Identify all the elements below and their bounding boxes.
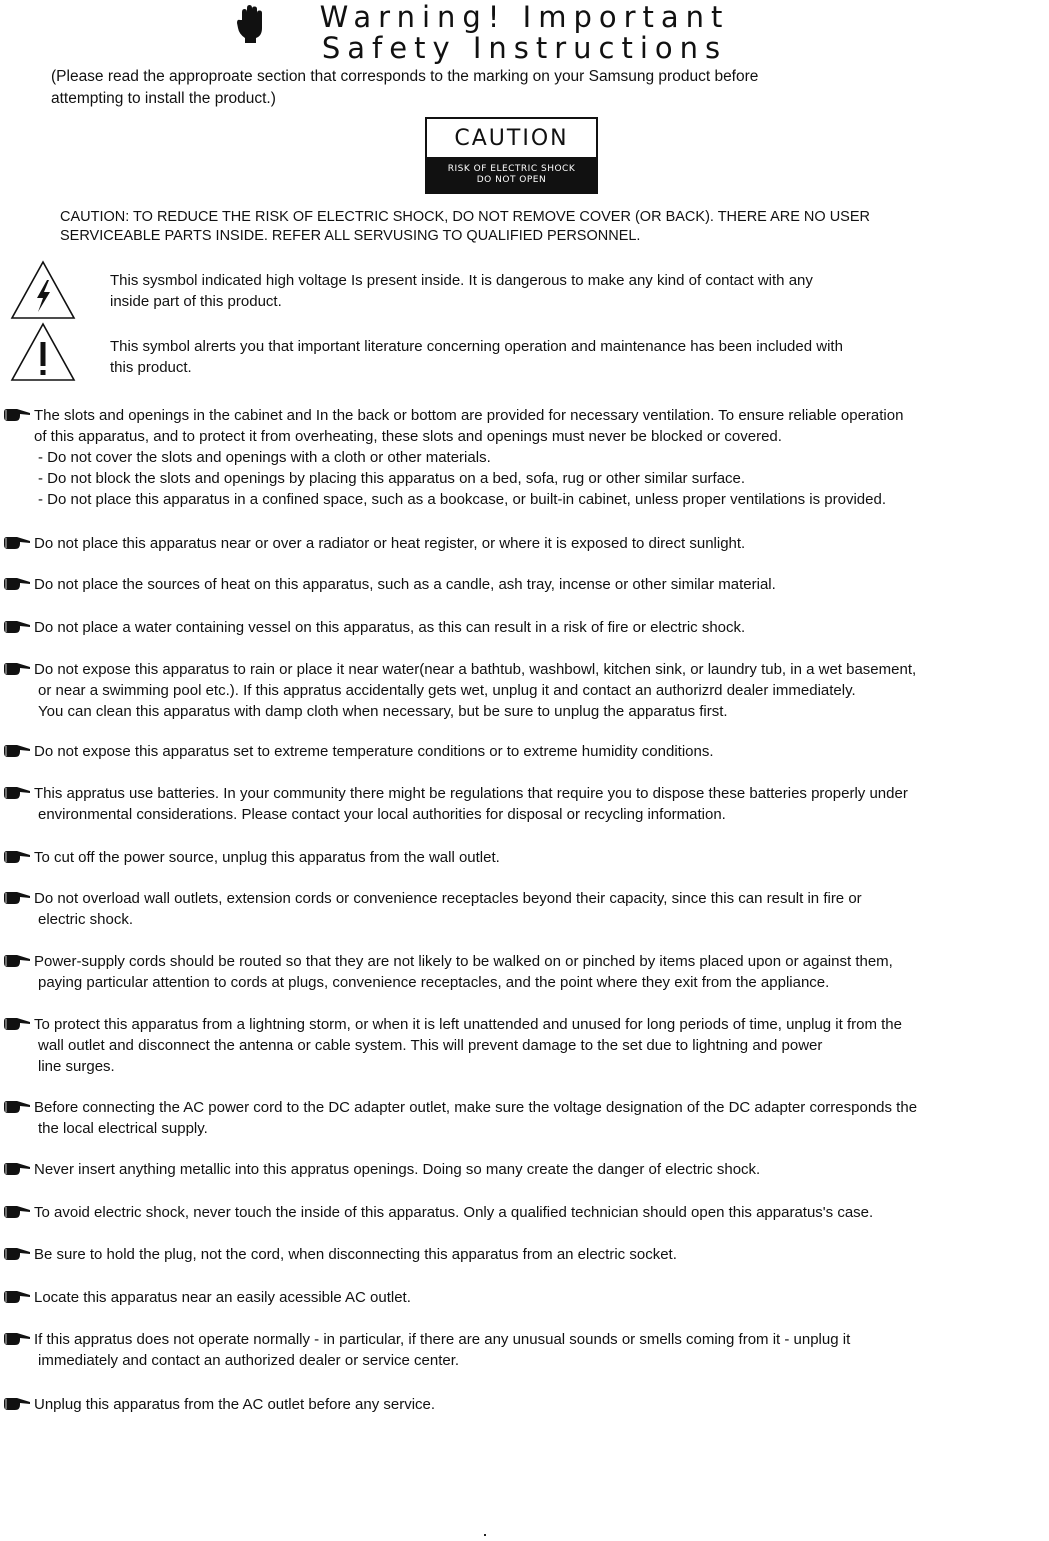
instruction-line: line surges. <box>38 1058 115 1075</box>
safety-instruction <box>34 847 1049 868</box>
instruction-line: wall outlet and disconnect the antenna or cable system. This will prevent damage to the set due to lightning and power <box>38 1037 823 1054</box>
caution-label-word: CAUTION <box>454 126 569 151</box>
safety-instruction <box>34 659 1049 722</box>
instruction-line: This appratus use batteries. In your community there might be regulations that require you to dispose these batteries properly under <box>34 785 908 802</box>
pointing-hand-icon <box>3 1099 32 1115</box>
page-title-line-1: Warning! Important <box>319 0 730 34</box>
instruction-line: the local electrical supply. <box>38 1120 208 1137</box>
pointing-hand-icon <box>3 535 32 551</box>
instruction-line: electric shock. <box>38 911 134 928</box>
safety-instruction <box>34 1287 1049 1308</box>
pointing-hand-icon <box>3 1396 32 1412</box>
pointing-hand-icon <box>3 576 32 592</box>
safety-instruction <box>34 1394 1049 1415</box>
caution-note <box>60 208 1020 246</box>
high-voltage-warning-icon <box>10 260 76 320</box>
pointing-hand-icon <box>3 661 32 677</box>
safety-instruction <box>34 951 1049 993</box>
caution-label-band <box>427 157 596 192</box>
exclamation-warning-icon <box>10 322 76 382</box>
intro-line: attempting to install the product.) <box>51 90 276 107</box>
pointing-hand-icon <box>3 1161 32 1177</box>
instruction-line: Power-supply cords should be routed so that they are not likely to be walked on or pinched by items placed upon or against them, <box>34 953 893 970</box>
instruction-line: To protect this apparatus from a lightning storm, or when it is left unattended and unused for long periods of time, unplug it from the <box>34 1016 902 1033</box>
instruction-line: paying particular attention to cords at plugs, convenience receptacles, and the point where they exit from the appliance. <box>38 974 830 991</box>
instruction-line: To avoid electric shock, never touch the inside of this apparatus. Only a qualified technician should open this apparatus's case. <box>34 1204 874 1221</box>
instruction-line: Locate this apparatus near an easily acessible AC outlet. <box>34 1289 411 1306</box>
instruction-line: To cut off the power source, unplug this apparatus from the wall outlet. <box>34 849 500 866</box>
pointing-hand-icon <box>3 849 32 865</box>
pointing-hand-icon <box>3 743 32 759</box>
safety-instruction <box>34 888 1049 930</box>
intro-line: (Please read the approproate section that corresponds to the marking on your Samsung product before <box>51 68 759 85</box>
symbol-description-line: inside part of this product. <box>110 293 282 310</box>
caution-label <box>425 117 598 194</box>
instruction-line: Do not expose this apparatus set to extreme temperature conditions or to extreme humidity conditions. <box>34 743 714 760</box>
pointing-hand-icon <box>3 953 32 969</box>
safety-instruction <box>34 1202 1049 1223</box>
instruction-line: Do not expose this apparatus to rain or place it near water(near a bathtub, washbowl, kitchen sink, or laundry tub, in a wet basement, <box>34 661 917 678</box>
instruction-line: environmental considerations. Please contact your local authorities for disposal or recycling information. <box>38 806 726 823</box>
caution-band-line: DO NOT OPEN <box>476 175 547 185</box>
safety-instruction <box>34 405 1049 510</box>
pointing-hand-icon <box>3 890 32 906</box>
safety-instruction <box>34 574 1049 595</box>
pointing-hand-icon <box>3 1289 32 1305</box>
instruction-line: Do not overload wall outlets, extension cords or convenience receptacles beyond their capacity, since this can result in fire or <box>34 890 862 907</box>
instruction-line: immediately and contact an authorized dealer or service center. <box>38 1352 460 1369</box>
safety-instruction <box>34 617 1049 638</box>
safety-instruction <box>34 741 1049 762</box>
symbol-description-line: This symbol alrerts you that important literature concerning operation and maintenance has been included with <box>110 338 843 355</box>
instruction-line: Do not place a water containing vessel on this apparatus, as this can result in a risk of fire or electric shock. <box>34 619 746 636</box>
symbol-description-line: this product. <box>110 359 192 376</box>
pointing-hand-icon <box>3 619 32 635</box>
instruction-line: You can clean this apparatus with damp cloth when necessary, but be sure to unplug the apparatus first. <box>38 703 728 720</box>
symbol-description-line: This sysmbol indicated high voltage Is present inside. It is dangerous to make any kind of contact with any <box>110 272 813 289</box>
instruction-line: or near a swimming pool etc.). If this appratus accidentally gets wet, unplug it and contact an authorizrd dealer immediately. <box>38 682 856 699</box>
instruction-line: The slots and openings in the cabinet and In the back or bottom are provided for necessary ventilation. To ensure reliable operation <box>34 407 904 424</box>
pointing-hand-icon <box>3 1246 32 1262</box>
caution-note-line: SERVICEABLE PARTS INSIDE. REFER ALL SERVUSING TO QUALIFIED PERSONNEL. <box>60 228 641 244</box>
instruction-sub-line: - Do not block the slots and openings by placing this apparatus on a bed, sofa, rug or other similar surface. <box>38 470 746 487</box>
safety-instruction <box>34 533 1049 554</box>
instruction-line: Unplug this apparatus from the AC outlet before any service. <box>34 1396 436 1413</box>
symbol-description <box>110 336 990 378</box>
instruction-line: Do not place the sources of heat on this apparatus, such as a candle, ash tray, incense or other similar material. <box>34 576 776 593</box>
page-title-line-2: Safety Instructions <box>321 31 728 65</box>
intro-text <box>51 66 981 110</box>
safety-instruction <box>34 1159 1049 1180</box>
instruction-line: Be sure to hold the plug, not the cord, when disconnecting this apparatus from an electric socket. <box>34 1246 677 1263</box>
pointing-hand-icon <box>3 1331 32 1347</box>
safety-instruction <box>34 783 1049 825</box>
page-dot <box>484 1534 486 1536</box>
instruction-line: If this appratus does not operate normally - in particular, if there are any unusual sounds or smells coming from it - unplug it <box>34 1331 851 1348</box>
pointing-hand-icon <box>3 1016 32 1032</box>
instruction-line: Never insert anything metallic into this appratus openings. Doing so many create the danger of electric shock. <box>34 1161 761 1178</box>
symbol-description <box>110 270 990 312</box>
caution-band-line: RISK OF ELECTRIC SHOCK <box>447 164 576 174</box>
instruction-line: Before connecting the AC power cord to the DC adapter outlet, make sure the voltage designation of the DC adapter corresponds the <box>34 1099 918 1116</box>
pointing-hand-icon <box>3 407 32 423</box>
caution-note-line: CAUTION: TO REDUCE THE RISK OF ELECTRIC SHOCK, DO NOT REMOVE COVER (OR BACK). THERE ARE NO USER <box>60 209 870 225</box>
instruction-line: of this apparatus, and to protect it from overheating, these slots and openings must never be blocked or covered. <box>34 428 782 445</box>
pointing-hand-icon <box>3 785 32 801</box>
safety-instruction <box>34 1329 1049 1371</box>
instruction-sub-line: - Do not cover the slots and openings with a cloth or other materials. <box>38 449 491 466</box>
pointing-hand-icon <box>3 1204 32 1220</box>
safety-instruction <box>34 1097 1049 1139</box>
safety-instruction <box>34 1244 1049 1265</box>
safety-instruction <box>34 1014 1049 1077</box>
instruction-line: Do not place this apparatus near or over a radiator or heat register, or where it is exposed to direct sunlight. <box>34 535 746 552</box>
instruction-sub-line: - Do not place this apparatus in a confined space, such as a bookcase, or built-in cabinet, unless proper ventilations is provided. <box>38 491 886 508</box>
